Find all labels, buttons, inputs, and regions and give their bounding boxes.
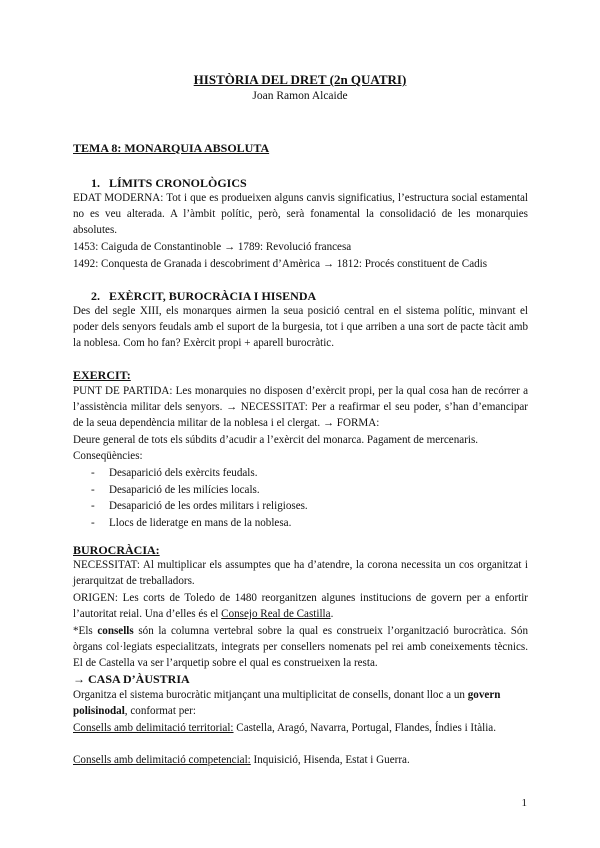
consells-paragraph: *Els consells són la columna vertebral sobre la qual es construeix l’organització burocràtica. Són òrgans col·legiats especialitzats, integrats per consellers nomenats pel rei amb coneixements tècnics. El de Castella va ser l’arquetip sobre el qual es construeixen la resta.	[73, 625, 529, 670]
list-item: - Llocs de lideratge en mans de la noblesa.	[91, 515, 308, 532]
burocracia-heading: BUROCRÀCIA:	[73, 543, 160, 557]
page-number: 1	[521, 797, 527, 809]
consequencies-list	[91, 465, 308, 531]
list-item: - Desaparició dels exèrcits feudals.	[91, 465, 308, 482]
consequencies-label: Conseqüències:	[73, 450, 143, 462]
section2-title: EXÈRCIT, BUROCRÀCIA I HISENDA	[109, 289, 317, 303]
territorial-label: Consells amb delimitació territorial:	[73, 722, 234, 734]
list-dash: -	[91, 467, 95, 479]
list-dash: -	[91, 483, 95, 496]
exercit-paragraph-1: PUNT DE PARTIDA: Les monarquies no disposen d’exèrcit propi, per la qual cosa han de recórrer a l’assistència militar dels senyors. → NECESSITAT: Per a reafirmar el seu poder, s’han d’emancipar de la seua dependència militar de la noblesa i el clergat. → FORMA:	[73, 385, 528, 430]
consells-competencial-line: Consells amb delimitació competencial: Inquisició, Hisenda, Estat i Guerra.	[73, 754, 410, 766]
list-item: - Desaparició de les milícies locals.	[91, 482, 308, 499]
consells-term: consells	[97, 625, 134, 637]
list-item: - Desaparició de les ordes militars i religioses.	[91, 498, 308, 515]
section1-number: 1.	[91, 176, 100, 190]
section1-paragraph: EDAT MODERNA: Tot i que es produeixen alguns canvis significatius, l’estructura social estamental no es veu alterada. A l’àmbit polític, però, serà fonamental la consolidació de les monarquies absolutes.	[73, 192, 528, 237]
consejo-real-link: Consejo Real de Castilla	[221, 608, 331, 621]
section2-heading	[91, 289, 316, 304]
section1-title: LÍMITS CRONOLÒGICS	[109, 176, 247, 190]
section1-heading	[91, 176, 247, 191]
document-title: HISTÒRIA DEL DRET (2n QUATRI)	[193, 72, 407, 87]
exercit-heading: EXERCIT:	[73, 368, 131, 382]
casa-austria-heading: → CASA D’ÀUSTRIA	[73, 672, 190, 686]
exercit-paragraph-2: Deure general de tots els súbdits d’acudir a l’exèrcit del monarca. Pagament de mercenaris.	[73, 434, 479, 446]
consells-territorial-line: Consells amb delimitació territorial: Castella, Aragó, Navarra, Portugal, Flandes, Índies i Itàlia.	[73, 722, 496, 734]
chronology-line-2: 1492: Conquesta de Granada i descobriment d’Amèrica → 1812: Procés constituent de Cadis	[73, 258, 488, 270]
list-dash: -	[91, 500, 95, 513]
tema-heading: TEMA 8: MONARQUIA ABSOLUTA	[73, 141, 270, 155]
section2-number: 2.	[91, 289, 100, 303]
necessitat-paragraph: NECESSITAT: Al multiplicar els assumptes que ha d’atendre, la corona necessita un cos organitzat i jerarquitzat de treballadors.	[73, 559, 528, 588]
origen-paragraph: ORIGEN: Les corts de Toledo de 1480 reorganitzen algunes institucions de govern per a enfortir l’autoritat reial. Una d’elles és el Consejo Real de Castilla.	[73, 592, 528, 621]
list-dash: -	[91, 516, 95, 529]
section2-paragraph: Des del segle XIII, els monarques airmen la seua posició central en el sistema polític, minvant el poder dels senyors feudals amb el suport de la burgesia, tot i que arriben a una sort de pacte tàcit amb la noblesa. Com ho fan? Exèrcit propi + aparell burocràtic.	[73, 305, 528, 350]
organitza-paragraph: Organitza el sistema burocràtic mitjançant una multiplicitat de consells, donant lloc a un govern polisinodal, conformat per:	[73, 689, 501, 718]
author-name: Joan Ramon Alcaide	[252, 90, 348, 102]
govern-polisinodal-term: govern polisinodal	[73, 689, 501, 718]
competencial-label: Consells amb delimitació competencial:	[73, 754, 251, 766]
chronology-line-1: 1453: Caiguda de Constantinoble → 1789: Revolució francesa	[73, 241, 352, 253]
